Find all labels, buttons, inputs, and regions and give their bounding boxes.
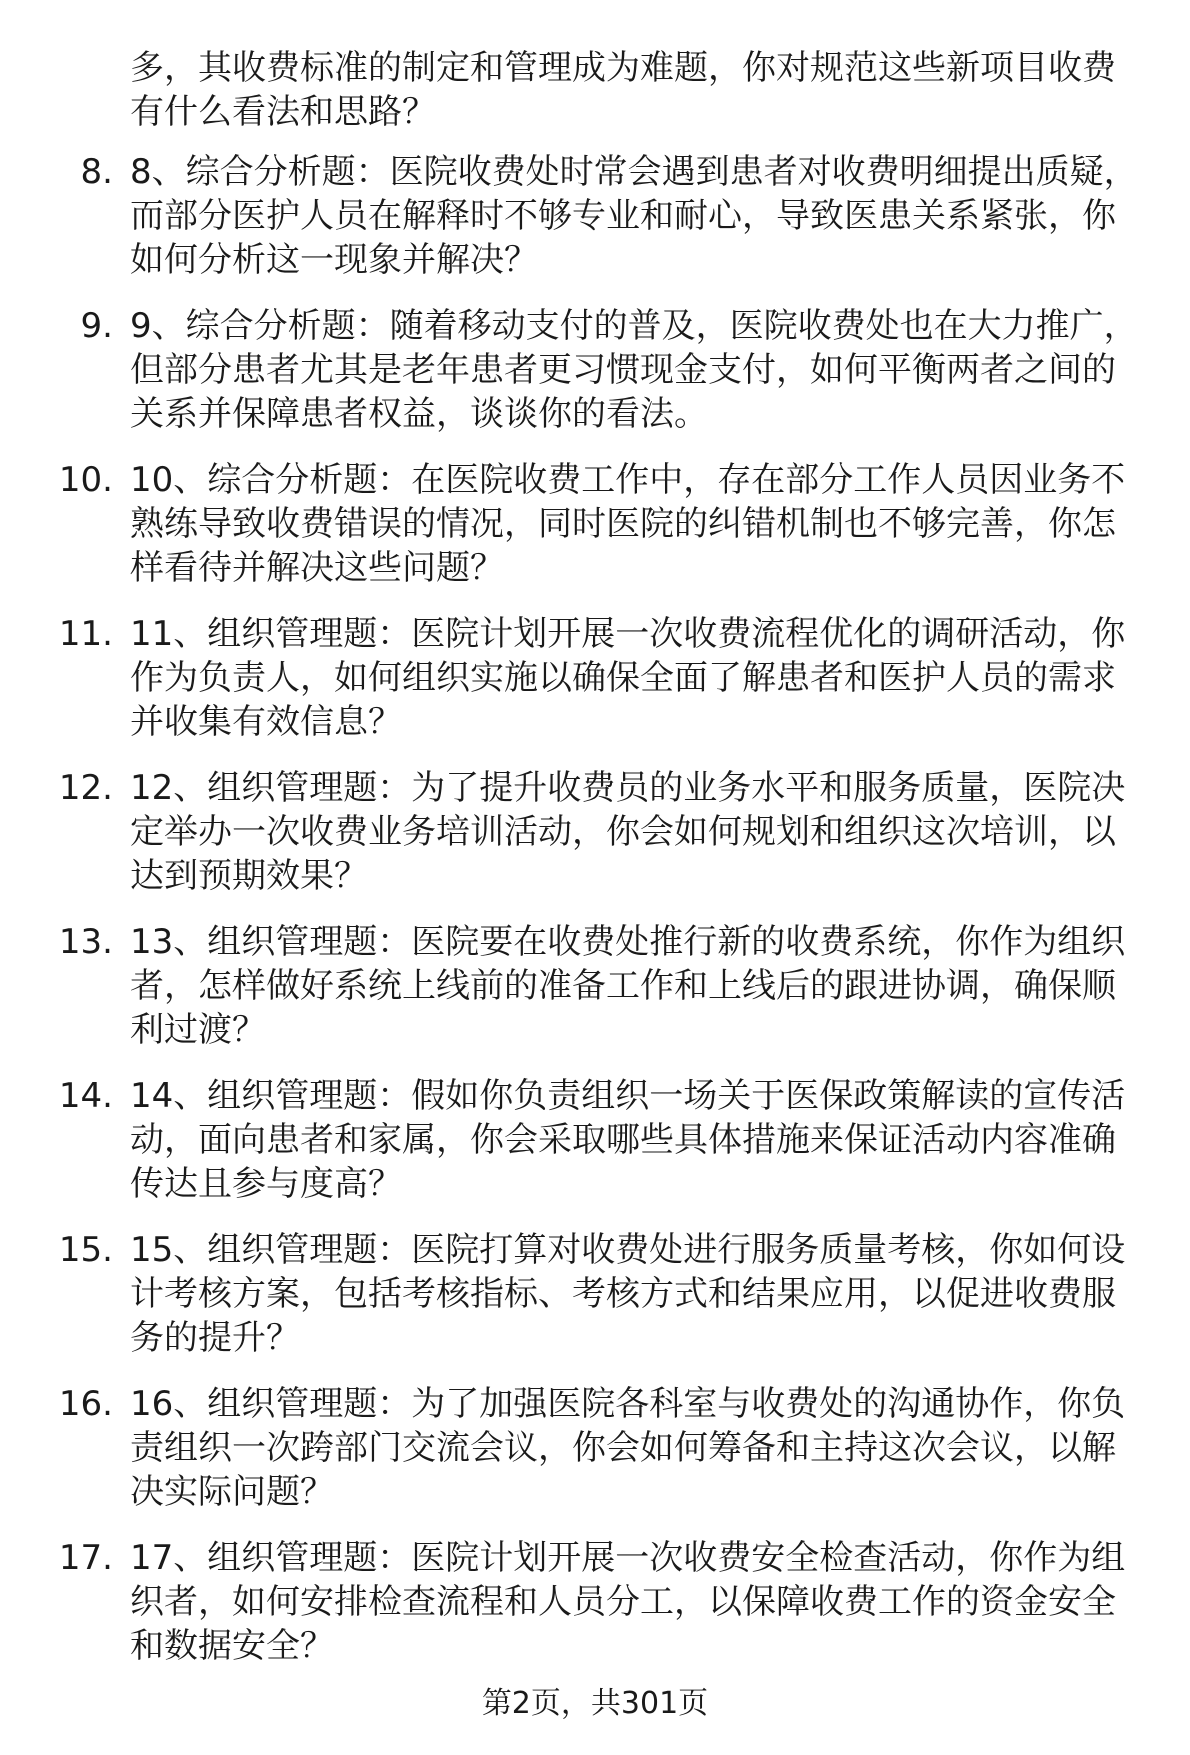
question-text: 10、综合分析题：在医院收费工作中，存在部分工作人员因业务不熟练导致收费错误的情况，同时医院的纠错机制也不够完善，你怎样看待并解决这些问题？ [130,460,1126,588]
list-number: 17. [58,1538,113,1578]
question-text: 17、组织管理题：医院计划开展一次收费安全检查活动，你作为组织者，如何安排检查流程和人员分工，以保障收费工作的资金安全和数据安全？ [130,1538,1126,1666]
list-number: 12. [58,768,113,808]
list-item [0,150,1190,282]
list-item [0,920,1190,1052]
list-item [0,1536,1190,1668]
question-text: 8、综合分析题：医院收费处时常会遇到患者对收费明细提出质疑，而部分医护人员在解释时不够专业和耐心，导致医患关系紧张，你如何分析这一现象并解决？ [130,152,1138,280]
list-number: 8. [80,152,113,192]
question-text: 12、组织管理题：为了提升收费员的业务水平和服务质量，医院决定举办一次收费业务培训活动，你会如何规划和组织这次培训，以达到预期效果？ [130,768,1126,896]
list-number: 15. [58,1230,113,1270]
list-item [0,458,1190,590]
list-item [0,1074,1190,1206]
question-text: 13、组织管理题：医院要在收费处推行新的收费系统，你作为组织者，怎样做好系统上线前的准备工作和上线后的跟进协调，确保顺利过渡？ [130,922,1126,1050]
list-item [0,1228,1190,1360]
list-item [0,304,1190,436]
question-text: 15、组织管理题：医院打算对收费处进行服务质量考核，你如何设计考核方案，包括考核指标、考核方式和结果应用，以促进收费服务的提升？ [130,1230,1126,1358]
list-number: 16. [58,1384,113,1424]
list-item [0,766,1190,898]
question-text: 16、组织管理题：为了加强医院各科室与收费处的沟通协作，你负责组织一次跨部门交流会议，你会如何筹备和主持这次会议，以解决实际问题？ [130,1384,1126,1512]
list-number: 13. [58,922,113,962]
list-number: 11. [58,614,113,654]
list-number: 9. [80,306,113,346]
question-text: 14、组织管理题：假如你负责组织一场关于医保政策解读的宣传活动，面向患者和家属，你会采取哪些具体措施来保证活动内容准确传达且参与度高？ [130,1076,1126,1204]
list-number: 14. [58,1076,113,1116]
list-item [0,1382,1190,1514]
question-text: 9、综合分析题：随着移动支付的普及，医院收费处也在大力推广，但部分患者尤其是老年患者更习惯现金支付，如何平衡两者之间的关系并保障患者权益，谈谈你的看法。 [130,306,1138,434]
list-number: 10. [58,460,113,500]
continued-question-text: 多，其收费标准的制定和管理成为难题，你对规范这些新项目收费有什么看法和思路？ [130,48,1116,132]
list-item [0,612,1190,744]
question-text: 11、组织管理题：医院计划开展一次收费流程优化的调研活动，你作为负责人，如何组织实施以确保全面了解患者和医护人员的需求并收集有效信息？ [130,614,1126,742]
page-number-footer: 第2页，共301页 [481,1686,709,1721]
question-list [0,150,1190,1690]
